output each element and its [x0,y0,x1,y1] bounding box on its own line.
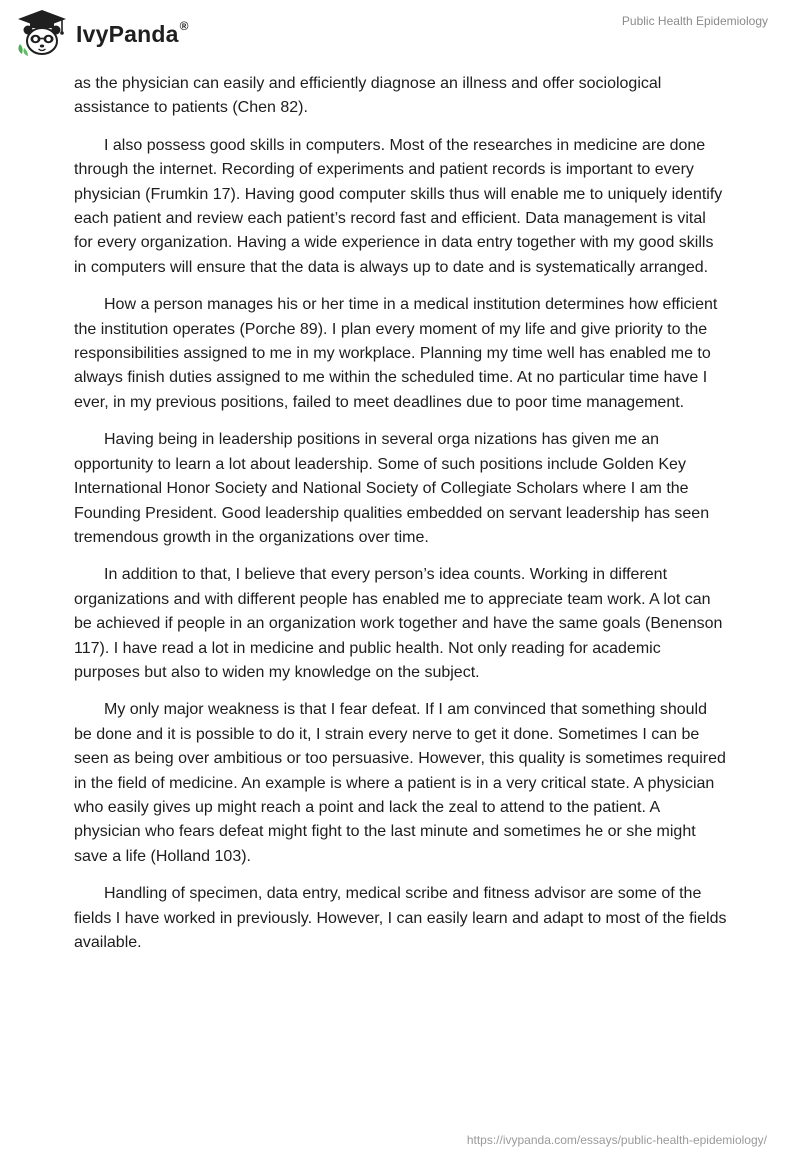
paragraph-weakness: My only major weakness is that I fear defeat. If I am convinced that something should be done and it is possible to do it, I strain every nerve to get it done. Sometimes I can be seen as being over ambitious or too persuasive. However, this quality is sometimes required in the field of medicine. An example is where a patient is in a very critical state. A physician who easily gives up might reach a point and lack the zeal to attend to the patient. A physician who fears defeat might fight to the last minute and sometimes he or she might save a life (Holland 103). [74,701,726,865]
paragraph-experience: Handling of specimen, data entry, medical scribe and fitness advisor are some of the fields I have worked in previously. However, I can easily learn and adapt to most of the fields available. [74,885,727,951]
paragraph-team-work: In addition to that, I believe that every person’s idea counts. Working in different organizations and with different people has enabled me to appreciate team work. A lot can be achieved if people in an organization work together and have the same goals (Benenson 117). I have read a lot in medicine and public health. Not only reading for academic purposes but also to widen my knowledge on the subject. [74,566,723,681]
registered-mark: ® [179,18,189,33]
logo-text: IvyPanda [76,20,179,47]
logo-wordmark [76,18,189,48]
paragraph-leadership: Having being in leadership positions in several orga nizations has given me an opportunity to learn a lot about leadership. Some of such positions include Golden Key International Honor Society and National Society of Collegiate Scholars where I am the Founding President. Good leadership qualities embedded on servant leadership has seen tremendous growth in the organizations over time. [74,431,710,546]
paragraph-continuation: as the physician can easily and efficiently diagnose an illness and offer sociological assistance to patients (Chen 82). [74,75,662,117]
paragraph-computer-skills: I also possess good skills in computers. Most of the researches in medicine are done through the internet. Recording of experiments and patient records is important to every physician (Frumkin 17). Having good computer skills thus will enable me to uniquely identify each patient and review each patient’s record fast and efficient. Data management is vital for every organization. Having a wide experience in data entry together with my good skills in computers will ensure that the data is always up to date and is systematically arranged. [74,136,723,276]
document-title: Public Health Epidemiology [621,14,768,28]
panda-graduate-icon [14,8,70,58]
page-header [0,0,800,66]
essay-body [74,72,728,968]
source-url[interactable]: https://ivypanda.com/essays/public-health-epidemiology/ [466,1133,767,1147]
paragraph-time-management: How a person manages his or her time in a medical institution determines how efficient the institution operates (Porche 89). I plan every moment of my life and give priority to the responsibilities assigned to me in my workplace. Planning my time well has enabled me to always finish duties assigned to me within the scheduled time. At no particular time have I ever, in my previous positions, failed to meet deadlines due to poor time management. [74,296,718,411]
ivypanda-logo[interactable] [14,8,189,58]
